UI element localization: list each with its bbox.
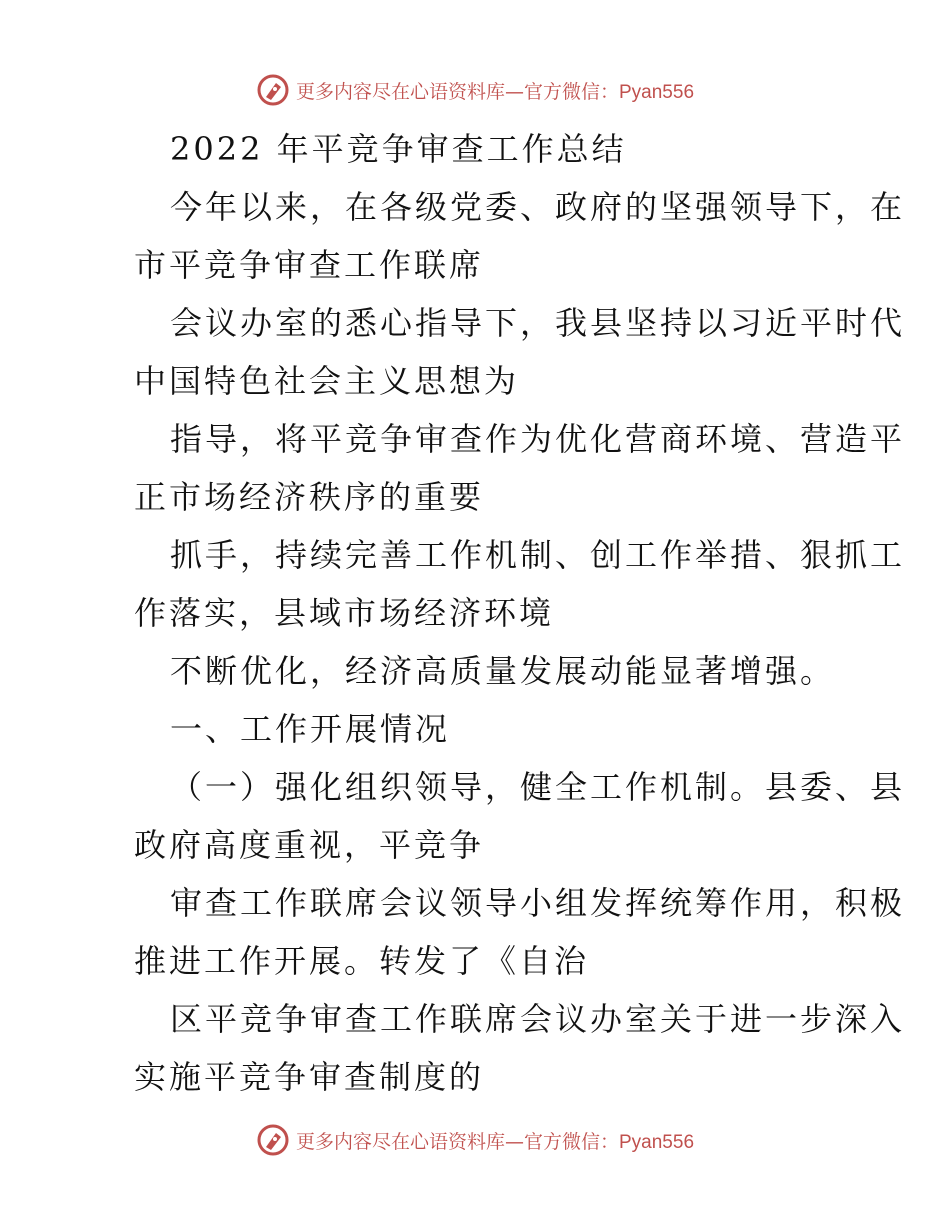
paragraph (98, 294, 906, 410)
text-line: 审查工作联席会议领导小组发挥统筹作用，积极 (170, 884, 906, 922)
section-heading (98, 700, 858, 758)
text-line: 一、工作开展情况 (170, 710, 451, 748)
document-body (98, 120, 906, 1106)
text-line: 抓手，持续完善工作机制、创工作举措、狠抓工 (170, 536, 906, 574)
text-line: 不断优化，经济高质量发展动能显著增强。 (170, 652, 836, 690)
watermark-separator: — (504, 80, 524, 103)
text-line: 作落实，县域市场经济环境 (134, 594, 555, 632)
text-line: 区平竞争审查工作联席会议办室关于进一步深入 (170, 1000, 906, 1038)
watermark-site: 更多内容尽在心语资料库 (295, 80, 505, 103)
footer-watermark (0, 1120, 950, 1160)
paragraph (98, 178, 906, 294)
text-line: 2022 年平竞争审查工作总结 (170, 130, 627, 168)
text-line: 政府高度重视，平竞争 (134, 826, 485, 864)
text-line: 实施平竞争审查制度的 (134, 1058, 485, 1096)
document-title (98, 120, 858, 178)
paragraph (98, 526, 906, 642)
pen-nib-logo-icon (256, 1123, 290, 1157)
text-line: 会议办室的悉心指导下，我县坚持以习近平时代 (170, 304, 906, 342)
watermark-text (296, 1127, 694, 1154)
watermark-wechat-id: Pyan556 (619, 81, 695, 103)
paragraph (98, 874, 906, 990)
text-line: 中国特色社会主义思想为 (134, 362, 520, 400)
paragraph (98, 410, 906, 526)
watermark-wechat-id: Pyan556 (619, 1131, 695, 1153)
paragraph (98, 990, 906, 1106)
text-line: 正市场经济秩序的重要 (134, 478, 485, 516)
pen-nib-logo-icon (256, 73, 290, 107)
text-line: （一）强化组织领导，健全工作机制。县委、县 (170, 768, 906, 806)
watermark-text (296, 77, 694, 104)
text-line: 指导，将平竞争审查作为优化营商环境、营造平 (170, 420, 906, 458)
paragraph (98, 758, 906, 874)
header-watermark (0, 70, 950, 110)
text-line: 市平竞争审查工作联席 (134, 246, 485, 284)
watermark-wechat-label: 官方微信： (523, 1130, 619, 1153)
text-line: 推进工作开展。转发了《自治 (134, 942, 590, 980)
watermark-site: 更多内容尽在心语资料库 (295, 1130, 505, 1153)
watermark-separator: — (504, 1130, 524, 1153)
paragraph (98, 642, 858, 700)
watermark-wechat-label: 官方微信： (523, 80, 619, 103)
text-line: 今年以来，在各级党委、政府的坚强领导下，在 (170, 188, 906, 226)
